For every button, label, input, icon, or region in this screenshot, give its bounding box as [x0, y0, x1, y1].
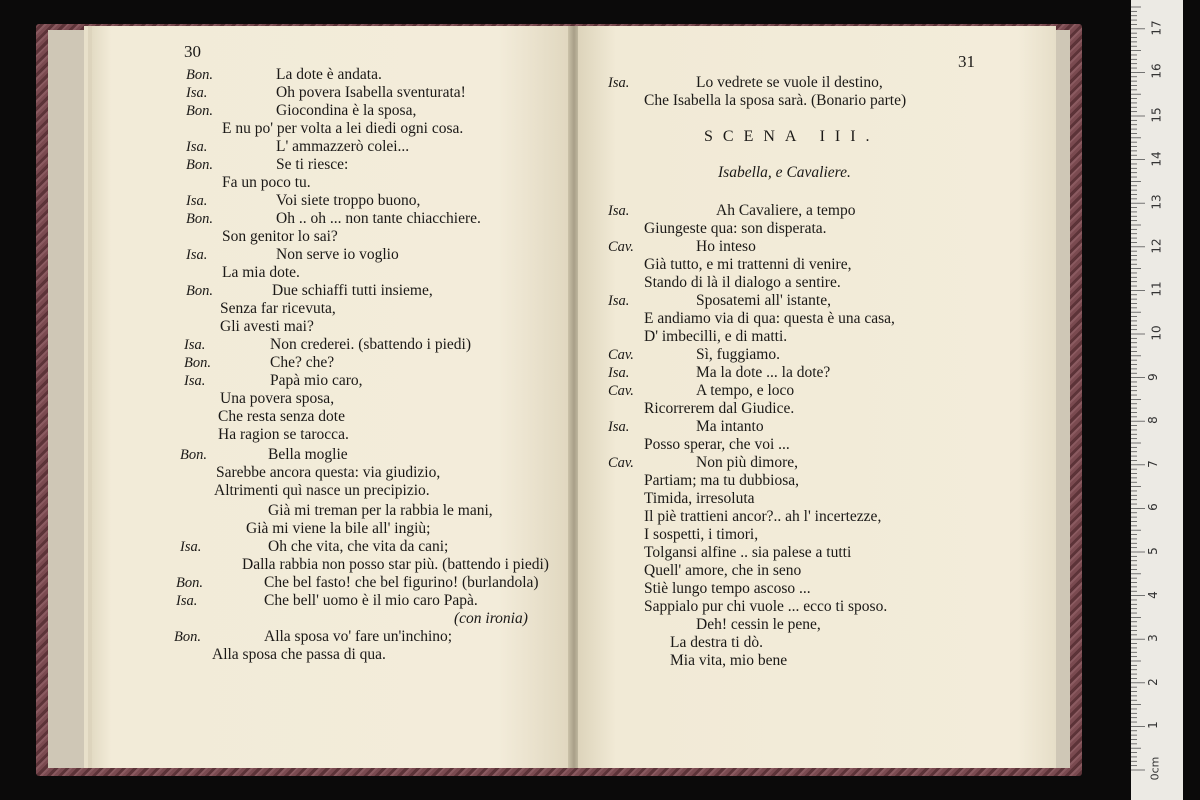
verse-line: Che bell' uomo è il mio caro Papà. — [264, 592, 478, 609]
left-page — [92, 26, 570, 768]
verse-line: A tempo, e loco — [696, 382, 795, 399]
verse-line: Ma la dote ... la dote? — [696, 364, 831, 381]
speaker: Bon. — [184, 355, 211, 371]
measurement-ruler — [1131, 0, 1183, 800]
verse-line: Alla sposa vo' fare un'inchino; — [264, 628, 453, 645]
verse-line: Una povera sposa, — [220, 390, 335, 407]
verse-line: Papà mio caro, — [270, 372, 363, 389]
speaker: Isa. — [184, 337, 206, 353]
ruler-number: 2 — [1145, 677, 1160, 686]
ruler-number: 11 — [1149, 281, 1164, 298]
speaker: Bon. — [174, 629, 201, 645]
verse-line: Che Isabella la sposa sarà. (Bonario parte) — [644, 92, 907, 109]
verse-line: Già tutto, e mi trattenni di venire, — [644, 256, 852, 273]
verse-line: Quell' amore, che in seno — [644, 562, 802, 579]
speaker: Isa. — [608, 365, 630, 381]
verse-line: Senza far ricevuta, — [220, 300, 336, 317]
verse-line: La mia dote. — [222, 264, 300, 281]
speaker: Isa. — [186, 193, 208, 209]
verse-line: L' ammazzerò colei... — [276, 138, 410, 155]
verse-line: Non serve io voglio — [276, 246, 399, 263]
scene-characters: Isabella, e Cavaliere. — [718, 164, 851, 181]
verse-line: Stiè lungo tempo ascoso ... — [644, 580, 811, 597]
speaker: Isa. — [608, 75, 630, 91]
ruler-number: 6 — [1145, 503, 1160, 512]
ruler-number: 13 — [1149, 194, 1164, 210]
verse-line: Ah Cavaliere, a tempo — [716, 202, 856, 219]
verse-line: I sospetti, i timori, — [644, 526, 759, 543]
speaker: Bon. — [186, 157, 213, 173]
verse-line: Sarebbe ancora questa: via giudizio, — [216, 464, 441, 481]
ruler-number: 14 — [1149, 150, 1164, 167]
scene-heading: SCENA III. — [704, 128, 880, 145]
verse-line: Già mi treman per la rabbia le mani, — [268, 502, 493, 519]
verse-line: Voi siete troppo buono, — [276, 192, 421, 209]
speaker: Isa. — [608, 293, 630, 309]
speaker: Bon. — [186, 211, 213, 227]
verse-line: Timida, irresoluta — [644, 490, 755, 507]
ruler-number: 5 — [1145, 547, 1160, 555]
ruler-number: 16 — [1149, 63, 1164, 80]
ruler-number: 17 — [1149, 20, 1164, 36]
verse-line: Che resta senza dote — [218, 408, 345, 425]
verse-line: Stando di là il dialogo a sentire. — [644, 274, 841, 291]
verse-line: Dalla rabbia non posso star più. (battendo i piedi) — [242, 556, 549, 573]
verse-line: Altrimenti quì nasce un precipizio. — [214, 482, 430, 499]
verse-line: Ricorrerem dal Giudice. — [644, 400, 795, 417]
verse-line: Deh! cessin le pene, — [696, 616, 821, 633]
verse-line: Non crederei. (sbattendo i piedi) — [270, 336, 471, 353]
verse-line: E nu po' per volta a lei diedi ogni cosa. — [222, 120, 464, 137]
page-number: 31 — [958, 52, 975, 71]
ruler-number: 4 — [1145, 590, 1160, 599]
verse-line: Che bel fasto! che bel figurino! (burlandola) — [264, 574, 539, 591]
verse-line: Posso sperar, che voi ... — [644, 436, 790, 453]
ruler-number: 9 — [1145, 372, 1160, 381]
verse-line: Ma intanto — [696, 418, 764, 435]
speaker: Bon. — [186, 67, 213, 83]
verse-line: Bella moglie — [268, 446, 348, 463]
verse-line: Non più dimore, — [696, 454, 799, 471]
speaker: Isa. — [186, 247, 208, 263]
verse-line: Sì, fuggiamo. — [696, 346, 780, 363]
speaker: Bon. — [176, 575, 203, 591]
ruler-number: 7 — [1145, 459, 1160, 468]
ruler-number: 3 — [1145, 634, 1160, 643]
verse-line: Sappialo pur chi vuole ... ecco ti sposo. — [644, 598, 888, 615]
verse-line: Alla sposa che passa di qua. — [212, 646, 386, 663]
verse-line: Lo vedrete se vuole il destino, — [696, 74, 883, 91]
verse-line: Ho inteso — [696, 238, 756, 255]
speaker: Cav. — [608, 383, 634, 399]
stage-direction: (con ironia) — [454, 610, 528, 627]
verse-line: Che? che? — [270, 354, 335, 371]
verse-line: Sposatemi all' istante, — [696, 292, 831, 309]
speaker: Isa. — [608, 203, 630, 219]
verse-line: Fa un poco tu. — [222, 174, 311, 191]
ruler-number: 15 — [1149, 107, 1164, 123]
speaker: Isa. — [184, 373, 206, 389]
right-page — [578, 26, 1056, 768]
speaker: Isa. — [186, 139, 208, 155]
ruler-number: 10 — [1149, 325, 1164, 341]
verse-line: Due schiaffi tutti insieme, — [272, 282, 433, 299]
speaker: Bon. — [186, 283, 213, 299]
page-number: 30 — [184, 42, 201, 61]
verse-line: Giungeste qua: son disperata. — [644, 220, 827, 237]
verse-line: Ha ragion se tarocca. — [218, 426, 349, 443]
speaker: Isa. — [186, 85, 208, 101]
ruler-number: 8 — [1145, 416, 1160, 425]
speaker: Cav. — [608, 239, 634, 255]
speaker: Isa. — [180, 539, 202, 555]
verse-line: Mia vita, mio bene — [670, 652, 788, 669]
verse-line: Partiam; ma tu dubbiosa, — [644, 472, 799, 489]
verse-line: Già mi viene la bile all' ingiù; — [246, 520, 431, 537]
verse-line: La dote è andata. — [276, 66, 382, 83]
verse-line: Il piè trattieni ancor?.. ah l' incertezze, — [644, 508, 882, 525]
verse-line: E andiamo via di qua: questa è una casa, — [644, 310, 895, 327]
verse-line: Son genitor lo sai? — [222, 228, 338, 245]
verse-line: D' imbecilli, e di matti. — [644, 328, 788, 345]
verse-line: Se ti riesce: — [276, 156, 349, 173]
speaker: Cav. — [608, 347, 634, 363]
ruler-number: 12 — [1149, 238, 1164, 254]
speaker: Isa. — [176, 593, 198, 609]
verse-line: Oh che vita, che vita da cani; — [268, 538, 449, 555]
verse-line: Oh povera Isabella sventurata! — [276, 84, 466, 101]
speaker: Bon. — [180, 447, 207, 463]
speaker: Bon. — [186, 103, 213, 119]
verse-line: Gli avesti mai? — [220, 318, 314, 335]
verse-line: Giocondina è la sposa, — [276, 102, 417, 119]
verse-line: Tolgansi alfine .. sia palese a tutti — [644, 544, 852, 561]
speaker: Isa. — [608, 419, 630, 435]
ruler-unit: 0cm — [1148, 756, 1162, 781]
verse-line: La destra ti dò. — [670, 634, 763, 651]
speaker: Cav. — [608, 455, 634, 471]
ruler-number: 1 — [1145, 721, 1160, 730]
verse-line: Oh .. oh ... non tante chiacchiere. — [276, 210, 481, 227]
